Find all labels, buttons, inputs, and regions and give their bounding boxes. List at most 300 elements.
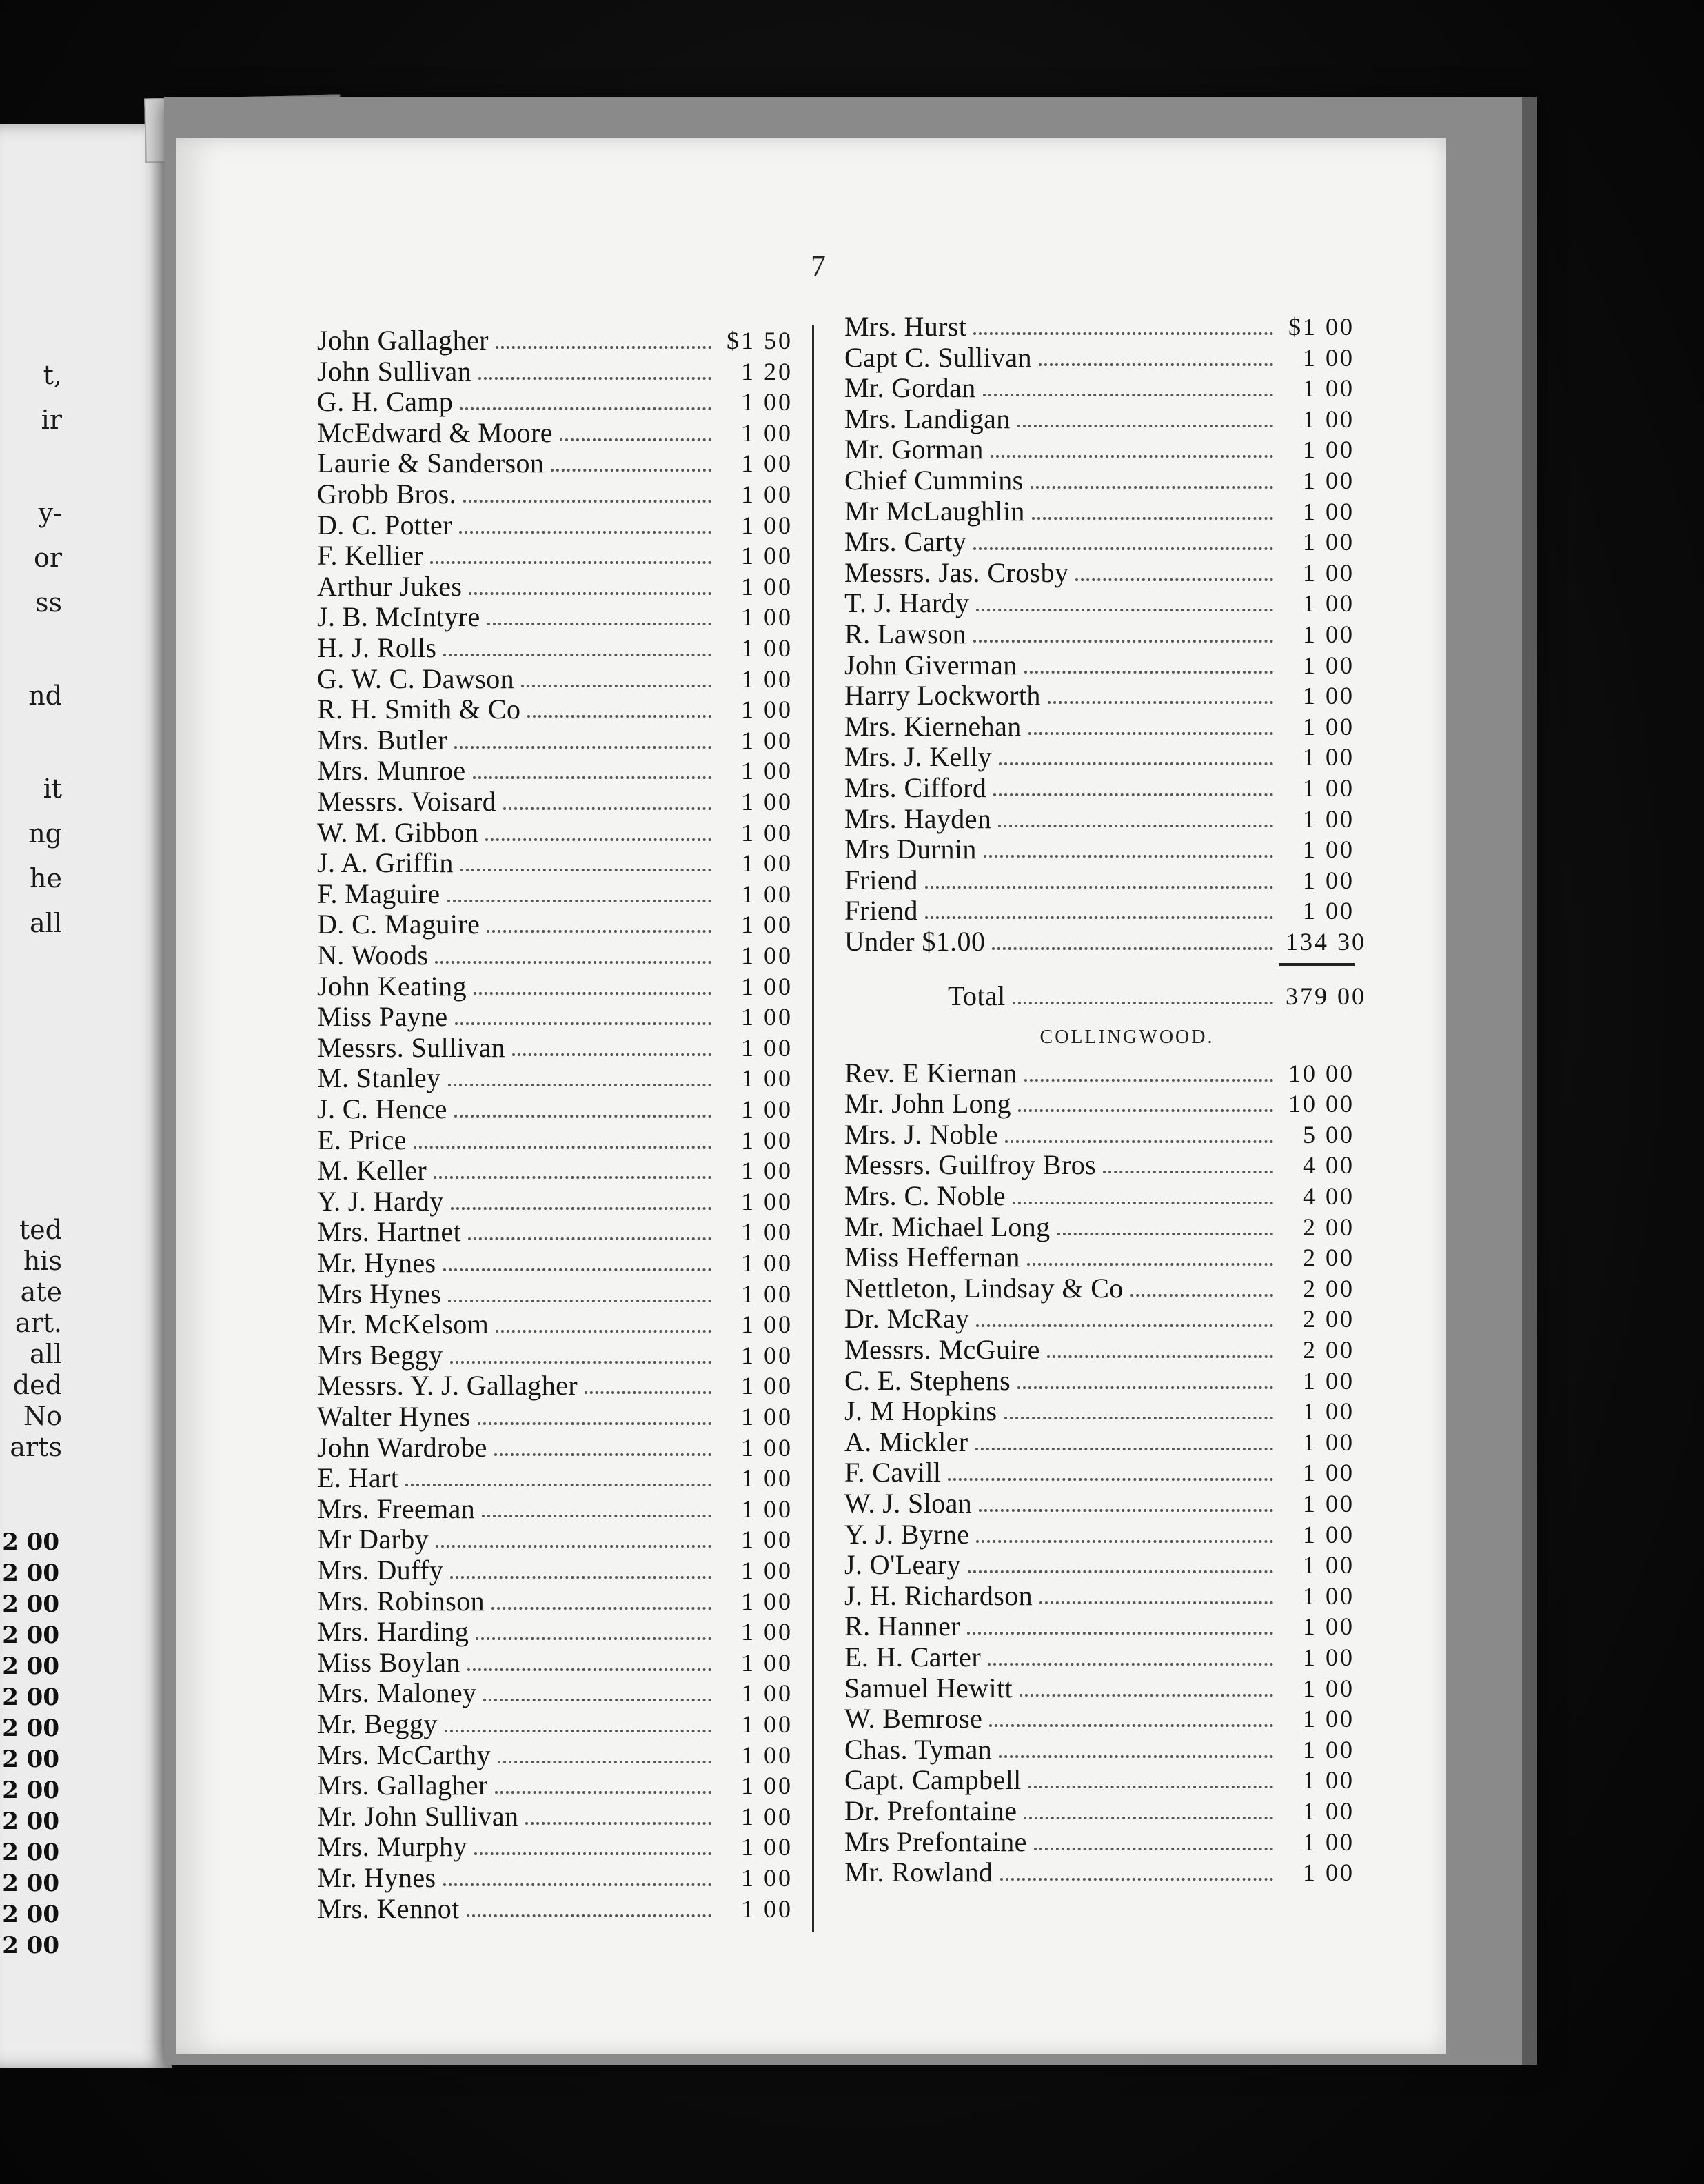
subscriber-row (844, 1242, 1355, 1273)
donation-amount: 1 00 (741, 1003, 793, 1031)
donation-amount: 1 00 (741, 1894, 793, 1923)
donation-amount: 1 20 (741, 357, 793, 385)
facing-page-amount: 2 00 (2, 1684, 59, 1711)
donor-name: Walter Hynes (317, 1401, 471, 1432)
dot-leader (443, 626, 711, 656)
dot-leader (454, 1087, 711, 1118)
donation-amount: 1 00 (1303, 1490, 1355, 1517)
donor-name: Mrs. McCarthy (317, 1739, 491, 1770)
donation-amount: 1 00 (741, 1833, 793, 1861)
donor-name: Mrs Prefontaine (844, 1826, 1027, 1857)
donation-amount: 1 00 (1303, 467, 1355, 494)
donor-name: Chief Cummins (844, 465, 1024, 496)
donor-name: E. Hart (317, 1462, 399, 1494)
donation-amount: 1 00 (741, 818, 793, 847)
facing-page-amount: 2 00 (2, 1777, 59, 1804)
donation-amount: 1 00 (741, 1249, 793, 1277)
donation-amount: 10 00 (1288, 1090, 1355, 1118)
donor-name: Mr. John Long (844, 1088, 1011, 1120)
donor-name: Messrs. Sullivan (317, 1031, 506, 1063)
donation-amount: 1 00 (1303, 836, 1355, 864)
donor-name: Capt C. Sullivan (844, 341, 1032, 373)
donor-name: Mr. Hynes (317, 1862, 436, 1893)
dot-leader (1017, 1359, 1273, 1389)
dot-leader (435, 933, 711, 964)
dot-leader (1031, 458, 1273, 489)
donation-amount: 1 00 (741, 572, 793, 600)
dot-leader (976, 581, 1273, 611)
donor-name: Mrs. Landigan (844, 403, 1011, 434)
donor-name: Mrs. Robinson (317, 1585, 485, 1617)
dot-leader (999, 735, 1273, 765)
donor-name: W. J. Sloan (844, 1488, 973, 1519)
subscriber-row (317, 1340, 793, 1371)
donor-name: M. Keller (317, 1155, 427, 1186)
dot-leader (1034, 1820, 1273, 1850)
donor-name: Mr. Beggy (317, 1708, 438, 1739)
donation-amount: 1 00 (741, 1280, 793, 1308)
donation-amount: 1 00 (741, 880, 793, 908)
donor-name: Mrs. Kiernehan (844, 710, 1022, 742)
donor-name: McEdward & Moore (317, 416, 553, 448)
dot-leader (1013, 1174, 1273, 1204)
donation-amount: 1 00 (1303, 1797, 1355, 1825)
donation-amount: 1 00 (1303, 343, 1355, 372)
donation-amount: 1 00 (741, 911, 793, 939)
donor-name: T. J. Hardy (844, 587, 970, 619)
facing-page-amount: 2 00 (2, 1590, 59, 1618)
dot-leader (496, 1302, 711, 1333)
donation-amount: 2 00 (1303, 1336, 1355, 1364)
dot-leader (473, 749, 712, 779)
dot-leader (487, 595, 711, 625)
facing-page-amount: 2 00 (2, 1870, 59, 1897)
dot-leader (925, 889, 1273, 919)
dot-leader (967, 1604, 1273, 1635)
donor-name: John Gallagher (317, 325, 489, 356)
donor-name: N. Woods (317, 940, 429, 971)
donation-amount: 1 00 (1303, 743, 1355, 771)
dot-leader (925, 858, 1273, 889)
dot-leader (451, 1180, 711, 1210)
facing-page-text-fragment: art. (14, 1308, 62, 1338)
dot-leader (1028, 705, 1273, 735)
facing-page-text-fragment: or (33, 543, 62, 573)
dot-leader (1075, 551, 1273, 581)
donor-name: Mrs. Gallagher (317, 1770, 488, 1801)
donation-amount: 1 00 (741, 1741, 793, 1769)
donation-amount: 1 00 (741, 418, 793, 447)
dot-leader (494, 1426, 711, 1456)
dot-leader (496, 318, 711, 349)
dot-leader (1024, 1051, 1273, 1082)
facing-page-text-fragment: No (23, 1401, 62, 1431)
donation-amount: 1 00 (741, 449, 793, 478)
donor-name: Miss Payne (317, 1001, 448, 1033)
donor-name: Capt. Campbell (844, 1764, 1022, 1796)
donor-name: Mrs Durnin (844, 833, 977, 865)
donor-name: C. E. Stephens (844, 1364, 1011, 1396)
dot-leader (984, 827, 1273, 858)
donation-amount: 1 00 (741, 388, 793, 416)
donation-amount: 1 00 (1303, 1828, 1355, 1856)
donation-amount: 1 00 (741, 1710, 793, 1738)
donor-name: D. C. Potter (317, 509, 452, 540)
dot-leader (485, 811, 711, 841)
donor-name: John Sullivan (317, 355, 472, 387)
dot-leader (450, 1548, 711, 1579)
donor-name: J. M Hopkins (844, 1395, 997, 1427)
dot-leader (460, 380, 711, 410)
donor-name: Mrs. Butler (317, 724, 447, 756)
dot-leader (447, 872, 711, 902)
donor-name: Mrs. J. Noble (844, 1118, 998, 1150)
dot-leader (491, 1579, 711, 1610)
donation-amount: 1 00 (741, 665, 793, 693)
donor-name: Friend (844, 895, 918, 927)
donation-amount: 1 00 (741, 1772, 793, 1800)
donation-amount: 1 00 (741, 1218, 793, 1246)
donor-name: Messrs. Y. J. Gallagher (317, 1370, 578, 1402)
donation-amount: 1 00 (1303, 866, 1355, 894)
dot-leader (585, 1364, 711, 1394)
dot-leader (448, 1056, 711, 1086)
facing-page-amount: 2 00 (2, 1808, 59, 1835)
dot-leader (948, 1450, 1273, 1481)
dot-leader (1057, 1205, 1273, 1235)
donor-name: Messrs. McGuire (844, 1334, 1040, 1365)
donor-name: Mrs. Carty (844, 526, 967, 558)
donor-name: Friend (844, 864, 918, 896)
donation-amount: 1 00 (1303, 1581, 1355, 1610)
donor-name: J. O'Leary (844, 1549, 961, 1581)
donor-name: J. A. Griffin (317, 847, 454, 879)
donor-name: Messrs. Guilfroy Bros (844, 1149, 1097, 1181)
donation-amount: 1 00 (741, 1864, 793, 1892)
donation-amount: 1 00 (741, 511, 793, 539)
dot-leader (487, 902, 711, 933)
dot-leader (1028, 1758, 1273, 1788)
column-divider (812, 325, 814, 1932)
donation-amount: 1 00 (1303, 712, 1355, 740)
donation-amount: 1 00 (1303, 1644, 1355, 1671)
donation-amount: 1 00 (1303, 589, 1355, 618)
dot-leader (1103, 1143, 1273, 1173)
donor-name: D. C. Maguire (317, 909, 480, 940)
donation-amount: 134 30 (1286, 928, 1366, 956)
donation-amount: 1 00 (1303, 651, 1355, 679)
donation-amount: 1 00 (1303, 497, 1355, 525)
dot-leader (989, 1697, 1273, 1727)
donation-amount: 1 00 (1303, 1366, 1355, 1395)
dot-leader (975, 1420, 1273, 1450)
dot-leader (1048, 674, 1273, 704)
donor-name: J. B. McIntyre (317, 601, 480, 633)
dot-leader (1047, 1328, 1273, 1358)
dot-leader (1039, 336, 1273, 366)
donation-amount: 1 00 (1303, 1735, 1355, 1763)
donation-amount: 1 00 (741, 726, 793, 754)
donation-amount: 1 00 (1303, 897, 1355, 925)
dot-leader (448, 1272, 711, 1302)
facing-page-text-fragment: nd (28, 680, 62, 711)
dot-leader (1020, 1666, 1273, 1697)
donor-name: Mrs. Munroe (317, 755, 466, 787)
dot-leader (1032, 489, 1273, 520)
donor-name: Mr. Rowland (844, 1857, 993, 1888)
donation-amount: 1 00 (1303, 405, 1355, 433)
donation-amount: 2 00 (1303, 1305, 1355, 1333)
donor-name: Laurie & Sanderson (317, 447, 545, 479)
donor-name: Mr. Michael Long (844, 1211, 1051, 1242)
donation-amount: 1 00 (741, 1618, 793, 1646)
donor-name: Grobb Bros. (317, 478, 457, 509)
donor-name: Nettleton, Lindsay & Co (844, 1272, 1124, 1304)
dot-leader (1024, 1789, 1273, 1819)
dot-leader (976, 1513, 1273, 1543)
donation-amount: 1 00 (741, 542, 793, 570)
dot-leader (525, 1794, 711, 1825)
donation-amount: 1 00 (1303, 436, 1355, 464)
donor-name: Messrs. Voisard (317, 786, 497, 817)
facing-page-text-fragment: all (30, 908, 62, 938)
dot-leader (1018, 1082, 1273, 1112)
donor-name: Mrs Hynes (317, 1277, 442, 1309)
donation-amount: 2 00 (1303, 1274, 1355, 1302)
donor-name: John Wardrobe (317, 1431, 487, 1463)
donor-name: Mr. Hynes (317, 1247, 436, 1278)
donor-name: Miss Heffernan (844, 1242, 1020, 1273)
dot-leader (560, 411, 711, 441)
donation-amount: 1 00 (1303, 1766, 1355, 1794)
donor-name: Mrs. Cifford (844, 772, 987, 803)
donation-amount: 1 00 (1303, 1612, 1355, 1641)
donor-name: R. Lawson (844, 618, 966, 649)
donation-amount: $1 50 (727, 327, 793, 354)
donation-amount: 1 00 (1303, 558, 1355, 587)
donation-amount: 1 00 (1303, 1551, 1355, 1579)
donor-name: M. Stanley (317, 1062, 441, 1094)
donor-name: Mrs. Harding (317, 1616, 469, 1648)
donor-name: E. Price (317, 1124, 407, 1155)
donor-name: John Keating (317, 970, 467, 1002)
donor-name: Harry Lockworth (844, 680, 1041, 711)
facing-page-text-fragment: he (30, 863, 62, 893)
facing-page-text-fragment: ng (28, 818, 62, 849)
dot-leader (973, 305, 1273, 335)
dot-leader (455, 995, 711, 1025)
dot-leader (495, 1763, 711, 1794)
subscriber-row (844, 926, 1366, 957)
donor-name: Mrs. Duffy (317, 1555, 444, 1586)
donation-amount: 1 00 (1303, 774, 1355, 802)
dot-leader (973, 612, 1273, 643)
facing-page-amount: 2 00 (2, 1932, 59, 1959)
dot-leader (414, 1118, 711, 1149)
donation-amount: 1 00 (741, 757, 793, 785)
donor-name: Dr. McRay (844, 1303, 970, 1335)
donation-amount: 1 00 (1303, 1859, 1355, 1887)
dot-leader (463, 472, 711, 503)
donor-name: Mr. John Sullivan (317, 1800, 519, 1832)
dot-leader (1027, 1235, 1273, 1266)
donor-name: Mr McLaughlin (844, 495, 1025, 527)
dot-leader (1000, 1850, 1273, 1881)
dot-leader (483, 1671, 711, 1701)
dot-leader (988, 1635, 1273, 1666)
donation-amount: 1 00 (1303, 1705, 1355, 1733)
facing-page-text-fragment: ted (19, 1215, 62, 1245)
donation-amount: 1 00 (741, 1802, 793, 1830)
dot-leader (443, 1856, 712, 1886)
total-amount: 379 00 (1286, 982, 1366, 1010)
donation-amount: $1 00 (1288, 313, 1355, 341)
dot-leader (460, 841, 711, 871)
dot-leader (1130, 1266, 1273, 1297)
donor-name: Mrs. Murphy (317, 1831, 467, 1863)
dot-leader (474, 964, 711, 995)
facing-page-amount: 2 00 (2, 1652, 59, 1680)
donation-amount: 1 00 (1303, 374, 1355, 403)
donor-name: E. H. Carter (844, 1641, 982, 1672)
facing-page-amount: 2 00 (2, 1621, 59, 1649)
dot-leader (1024, 643, 1273, 674)
donor-name: A. Mickler (844, 1426, 968, 1457)
donor-name: R. Hanner (844, 1610, 960, 1642)
dot-leader (459, 503, 711, 534)
donation-amount: 4 00 (1303, 1151, 1355, 1180)
donation-amount: 10 00 (1288, 1059, 1355, 1087)
donation-amount: 1 00 (741, 849, 793, 878)
dot-leader (521, 657, 711, 687)
donor-name: J. C. Hence (317, 1093, 447, 1124)
donation-amount: 1 00 (741, 1587, 793, 1615)
facing-page-amount: 2 00 (2, 1559, 59, 1587)
subscriber-row (317, 1894, 793, 1924)
donor-name: Mr Darby (317, 1524, 429, 1555)
subscriber-row (844, 1857, 1355, 1888)
donor-name: Under $1.00 (844, 926, 986, 957)
dot-leader (498, 1733, 711, 1763)
donation-amount: 1 00 (1303, 805, 1355, 833)
facing-page-amount: 2 00 (2, 1715, 59, 1742)
donor-name: Y. J. Hardy (317, 1185, 444, 1217)
donation-amount: 1 00 (741, 1648, 793, 1677)
facing-page-text-fragment: ate (20, 1277, 62, 1307)
subscriber-row (844, 1120, 1355, 1150)
facing-page-text-fragment: his (23, 1246, 62, 1276)
donor-name: R. H. Smith & Co (317, 694, 521, 725)
donor-name: Mr. Gorman (844, 434, 984, 465)
facing-page-text-fragment: y- (38, 498, 62, 528)
facing-page-text-fragment: ir (41, 405, 62, 435)
donor-name: Miss Boylan (317, 1646, 460, 1678)
donation-amount: 1 00 (741, 603, 793, 631)
donation-amount: 1 00 (741, 1526, 793, 1554)
dot-leader (482, 1487, 711, 1517)
dot-leader (993, 766, 1273, 796)
dot-leader (478, 1395, 711, 1425)
dot-leader (1005, 1113, 1273, 1143)
donor-name: F. Cavill (844, 1457, 942, 1488)
dot-leader (436, 1517, 711, 1548)
donation-amount: 1 00 (741, 1341, 793, 1369)
donor-name: W. M. Gibbon (317, 816, 479, 848)
donor-name: Y. J. Byrne (844, 1518, 970, 1550)
donor-name: Mrs. Hartnet (317, 1216, 462, 1248)
donation-amount: 2 00 (1303, 1213, 1355, 1241)
dot-leader (973, 520, 1273, 550)
dot-leader (468, 1210, 711, 1240)
dot-leader (998, 797, 1273, 827)
facing-page-amount: 2 00 (2, 1839, 59, 1866)
dot-leader (992, 920, 1273, 950)
donor-name: Mrs. Hayden (844, 802, 992, 834)
dot-leader (503, 780, 711, 810)
dot-leader (469, 565, 711, 595)
donor-name: Mrs. Hurst (844, 311, 967, 342)
facing-page-text-fragment: all (30, 1339, 62, 1369)
dot-leader (1017, 397, 1273, 427)
donor-name: H. J. Rolls (317, 632, 437, 663)
donation-amount: 1 00 (741, 1403, 793, 1430)
donation-amount: 1 00 (741, 1311, 793, 1339)
donor-name: F. Maguire (317, 878, 440, 909)
donor-name: Mrs. Maloney (317, 1677, 477, 1709)
page-number: 7 (811, 249, 826, 283)
dot-leader (450, 1333, 712, 1364)
dot-leader (478, 350, 711, 380)
facing-page-text-fragment: ded (12, 1370, 62, 1400)
donation-amount: 4 00 (1303, 1182, 1355, 1210)
facing-page-amount: 2 00 (2, 1901, 59, 1928)
total-label: Total (948, 980, 1006, 1011)
dot-leader (405, 1456, 711, 1486)
donation-amount: 1 00 (1303, 1674, 1355, 1702)
dot-leader (454, 718, 711, 749)
donation-amount: 2 00 (1303, 1244, 1355, 1272)
donation-amount: 1 00 (741, 1372, 793, 1400)
subscriber-row (317, 387, 793, 417)
total-row (844, 980, 1366, 1011)
donor-name: G. W. C. Dawson (317, 663, 515, 694)
donation-amount: 1 00 (741, 1064, 793, 1093)
donor-name: Rev. E Kiernan (844, 1057, 1017, 1089)
facing-page-text-fragment: it (43, 774, 62, 804)
donor-name: W. Bemrose (844, 1703, 983, 1735)
donation-amount: 1 00 (1303, 620, 1355, 648)
dot-leader (443, 1241, 712, 1271)
facing-page-text-fragment: ss (34, 587, 62, 618)
donation-amount: 1 00 (741, 1033, 793, 1062)
donor-name: Mrs Beggy (317, 1339, 443, 1371)
dot-leader (551, 441, 711, 472)
donation-amount: 1 00 (1303, 1397, 1355, 1426)
donor-name: Dr. Prefontaine (844, 1795, 1017, 1826)
donor-name: Mrs. Kennot (317, 1892, 460, 1924)
donation-amount: 1 00 (741, 696, 793, 724)
facing-page-amount: 2 00 (2, 1746, 59, 1773)
dot-leader (527, 687, 711, 718)
facing-page-text-fragment: t, (43, 360, 62, 390)
donation-amount: 1 00 (741, 634, 793, 662)
donor-name: John Giverman (844, 649, 1017, 680)
donor-name: Arthur Jukes (317, 570, 463, 602)
donation-amount: 1 00 (1303, 528, 1355, 556)
donation-amount: 1 00 (741, 1126, 793, 1154)
donor-name: Mr. Gordan (844, 372, 976, 404)
dot-leader (467, 1887, 711, 1917)
